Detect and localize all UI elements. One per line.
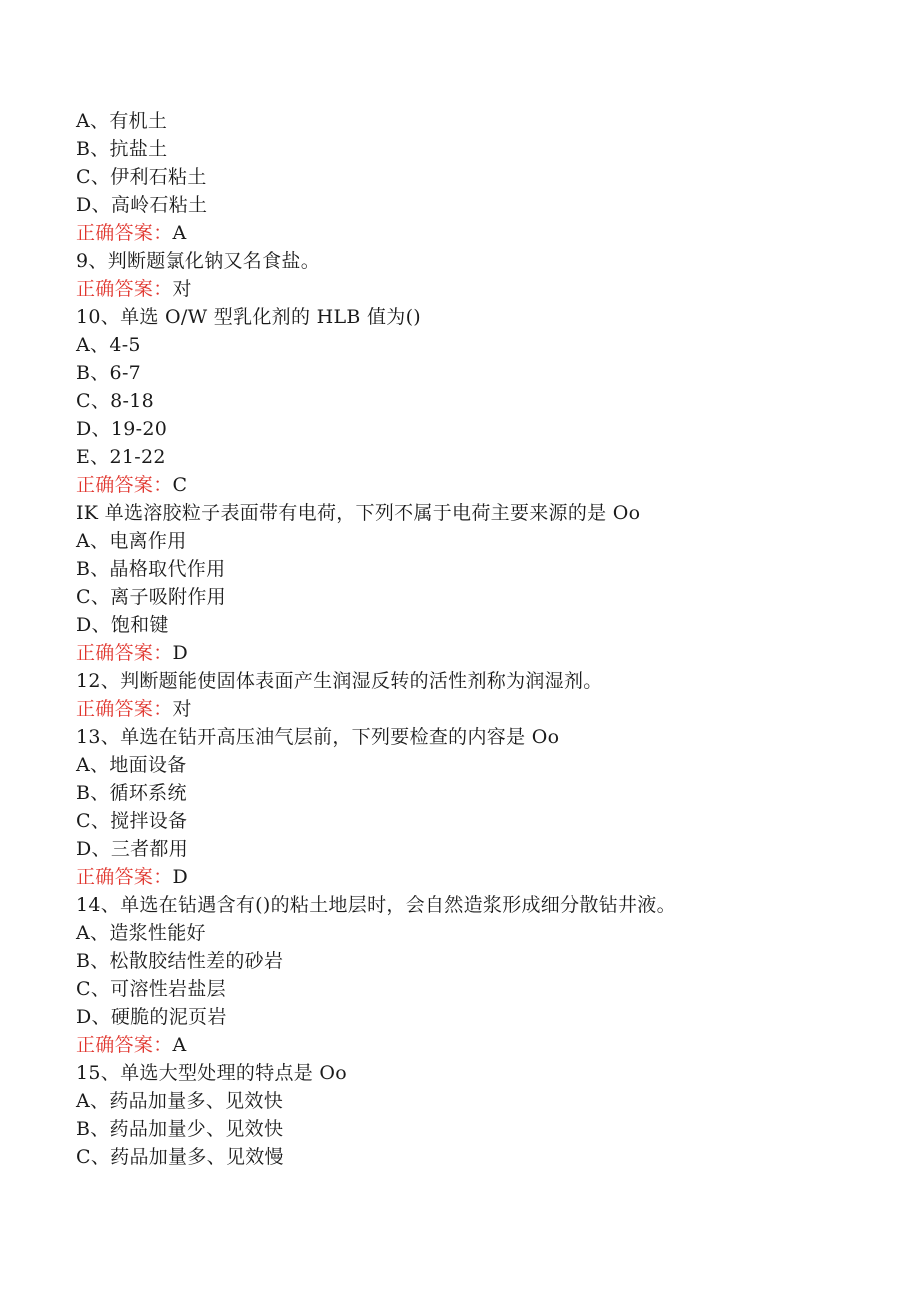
option-line: D、高岭石粘土: [76, 194, 208, 216]
answer-label: 正确答案：: [76, 278, 173, 300]
option-line: B、6-7: [76, 362, 142, 384]
answer-line: [76, 639, 906, 667]
answer-label: 正确答案：: [76, 474, 173, 496]
question-line: 9、判断题氯化钠又名食盐。: [76, 250, 320, 272]
answer-label: 正确答案：: [76, 698, 173, 720]
option-line: B、松散胶结性差的砂岩: [76, 950, 284, 972]
option-line: C、搅拌设备: [76, 810, 188, 832]
question-line: 12、判断题能使固体表面产生润湿反转的活性剂称为润湿剂。: [76, 670, 603, 692]
option-line: D、饱和键: [76, 614, 169, 636]
answer-value: A: [172, 1034, 187, 1056]
answer-line: [76, 863, 906, 891]
answer-line: [76, 219, 906, 247]
answer-label: 正确答案：: [76, 222, 173, 244]
option-line: C、8-18: [76, 390, 155, 412]
option-line: D、三者都用: [76, 838, 189, 860]
option-line: A、有机土: [76, 110, 168, 132]
option-line: D、硬脆的泥页岩: [76, 1006, 227, 1028]
question-line: 10、单选 O/W 型乳化剂的 HLB 值为(): [76, 306, 422, 328]
option-line: B、循环系统: [76, 782, 187, 804]
answer-value: 对: [172, 278, 192, 300]
answer-value: A: [172, 222, 187, 244]
option-line: D、19-20: [76, 418, 168, 440]
answer-label: 正确答案：: [76, 642, 173, 664]
question-line: IK 单选溶胶粒子表面带有电荷，下列不属于电荷主要来源的是 Oo: [76, 502, 641, 524]
question-line: 14、单选在钻遇含有()的粘土地层时，会自然造浆形成细分散钻井液。: [76, 894, 676, 916]
answer-label: 正确答案：: [76, 1034, 173, 1056]
option-line: B、药品加量少、见效快: [76, 1118, 284, 1140]
answer-line: [76, 1031, 906, 1059]
option-line: A、地面设备: [76, 754, 187, 776]
answer-label: 正确答案：: [76, 866, 173, 888]
answer-value: D: [172, 642, 189, 664]
option-line: C、可溶性岩盐层: [76, 978, 226, 1000]
answer-value: D: [172, 866, 189, 888]
option-line: A、电离作用: [76, 530, 187, 552]
answer-line: [76, 275, 906, 303]
answer-value: C: [172, 474, 188, 496]
option-line: C、伊利石粘土: [76, 166, 207, 188]
answer-line: [76, 471, 906, 499]
answer-value: 对: [172, 698, 192, 720]
question-line: 15、单选大型处理的特点是 Oo: [76, 1062, 348, 1084]
option-line: B、晶格取代作用: [76, 558, 226, 580]
option-line: B、抗盐土: [76, 138, 168, 160]
document-page: [76, 107, 906, 1171]
option-line: C、离子吸附作用: [76, 586, 226, 608]
answer-line: [76, 695, 906, 723]
option-line: A、造浆性能好: [76, 922, 206, 944]
question-line: 13、单选在钻开高压油气层前，下列要检查的内容是 Oo: [76, 726, 560, 748]
option-line: A、4-5: [76, 334, 141, 356]
option-line: E、21-22: [76, 446, 166, 468]
option-line: A、药品加量多、见效快: [76, 1090, 284, 1112]
option-line: C、药品加量多、见效慢: [76, 1146, 284, 1168]
